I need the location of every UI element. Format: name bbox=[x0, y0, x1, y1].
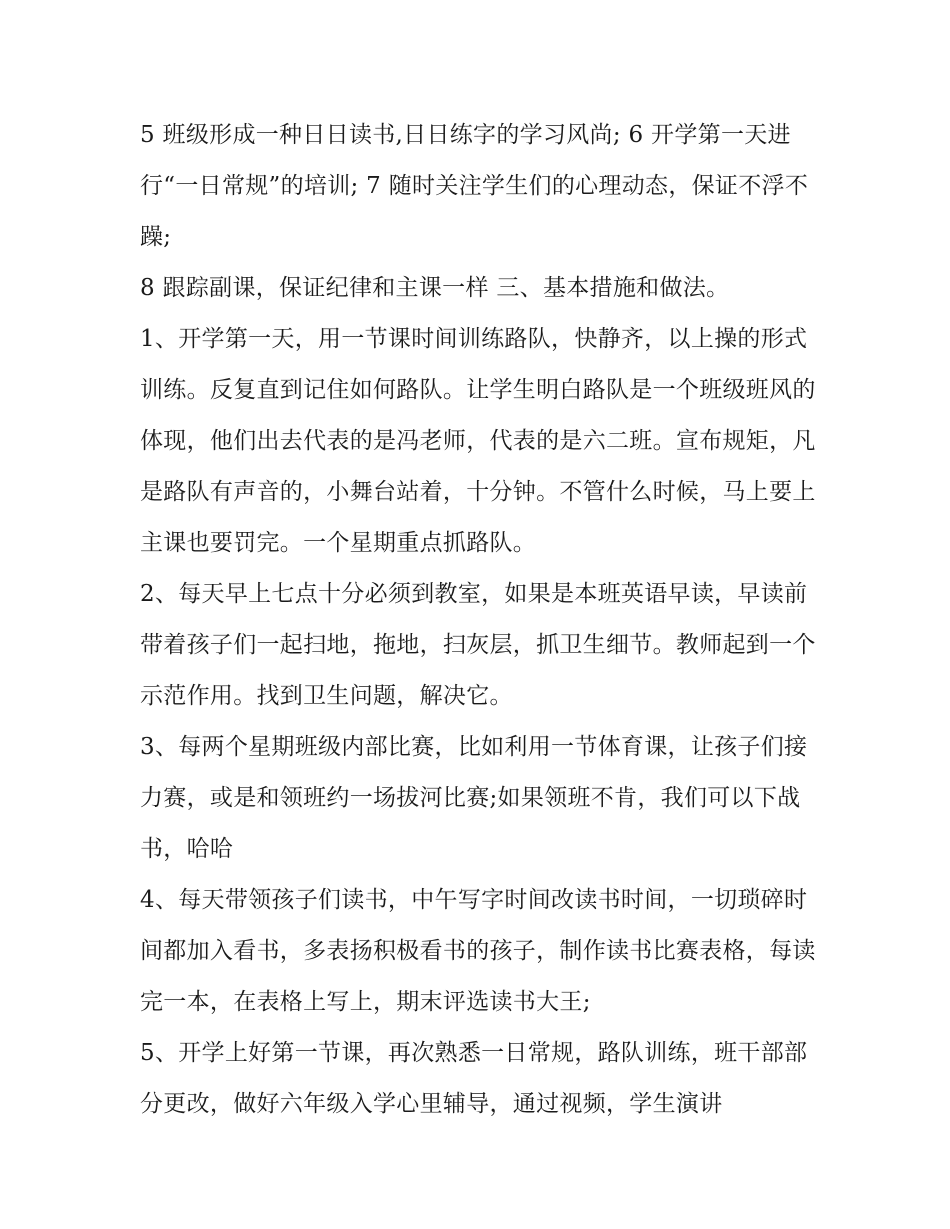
paragraph-measure-1: 1、开学第一天，用一节课时间训练路队，快静齐，以上操的形式训练。反复直到记住如何路队。让学生明白路队是一个班级班风的体现，他们出去代表的是冯老师，代表的是六二班。宣布规矩，凡是路队有声音的，小舞台站着，十分钟。不管什么时候，马上要上主课也要罚完。一个星期重点抓路队。 bbox=[140, 326, 816, 556]
paragraph-measure-5: 5、开学上好第一节课，再次熟悉一日常规，路队训练，班干部部分更改，做好六年级入学心里辅导，通过视频，学生演讲 bbox=[140, 1040, 808, 1117]
paragraph-measure-3: 3、每两个星期班级内部比赛，比如利用一节体育课，让孩子们接力赛，或是和领班约一场拔河比赛;如果领班不肯，我们可以下战书，哈哈 bbox=[140, 734, 808, 862]
paragraph-goal-8: 8 跟踪副课，保证纪律和主课一样 三、基本措施和做法。 bbox=[140, 275, 730, 301]
paragraph-measure-4: 4、每天带领孩子们读书，中午写字时间改读书时间，一切琐碎时间都加入看书，多表扬积极看书的孩子，制作读书比赛表格，每读完一本，在表格上写上，期末评选读书大王; bbox=[140, 887, 816, 1015]
document-body bbox=[140, 110, 820, 1130]
paragraph-measure-2: 2、每天早上七点十分必须到教室，如果是本班英语早读，早读前带着孩子们一起扫地，拖地，扫灰层，抓卫生细节。教师起到一个示范作用。找到卫生问题，解决它。 bbox=[140, 581, 816, 709]
paragraph-goals-5-7: 5 班级形成一种日日读书,日日练字的学习风尚; 6 开学第一天进行“一日常规”的培训; 7 随时关注学生们的心理动态，保证不浮不躁; bbox=[140, 122, 809, 250]
